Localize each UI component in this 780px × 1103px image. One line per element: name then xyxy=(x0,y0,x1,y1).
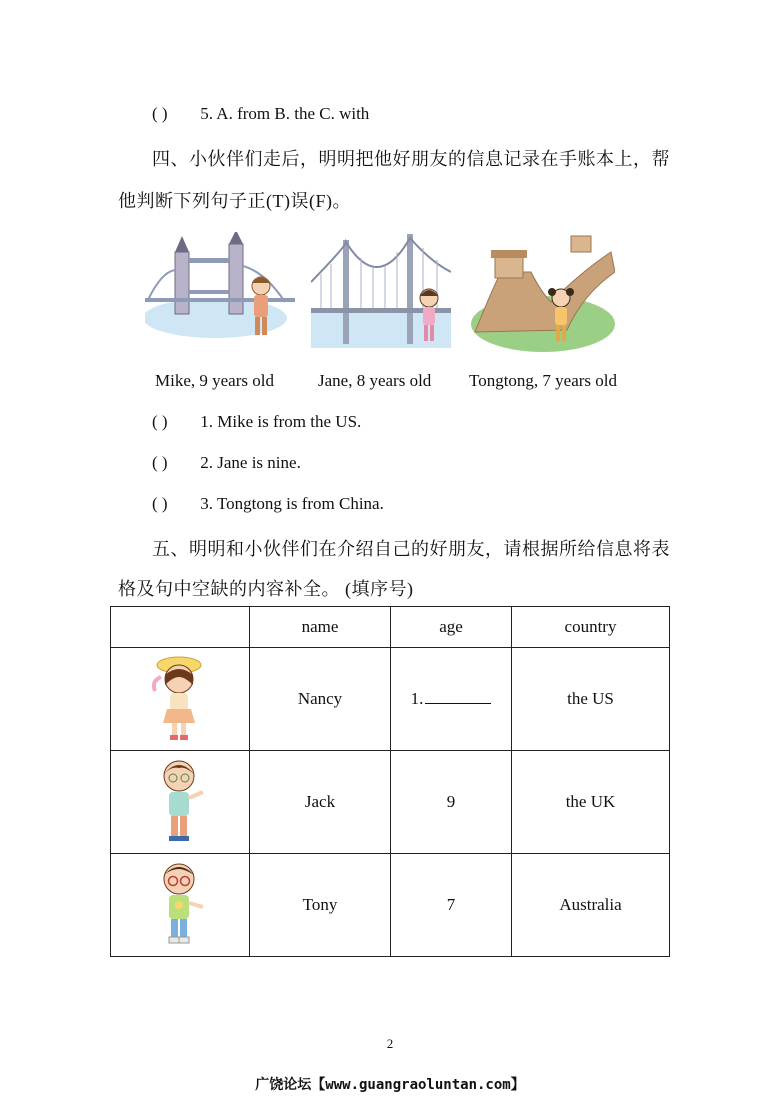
friends-table xyxy=(110,606,670,957)
answer-paren[interactable]: ( ) xyxy=(152,104,168,123)
tower-bridge-mike-image xyxy=(145,232,295,352)
name-cell: Tony xyxy=(250,854,391,957)
answer-blank[interactable] xyxy=(425,689,491,704)
header-name: name xyxy=(250,607,391,648)
tony-avatar xyxy=(145,857,215,949)
caption-tongtong: Tongtong, 7 years old xyxy=(469,371,618,390)
answer-paren[interactable]: ( ) xyxy=(152,412,168,431)
picture-cell xyxy=(111,751,250,854)
answer-paren[interactable]: ( ) xyxy=(152,453,168,472)
table-header-row xyxy=(111,607,670,648)
s4-item-3 xyxy=(152,494,384,514)
site-footer: 广饶论坛【www.guangraoluntan.com】 xyxy=(255,1077,525,1093)
country-cell: the UK xyxy=(512,751,670,854)
golden-gate-jane-image xyxy=(311,232,451,352)
s4-item-1-text: 1. Mike is from the US. xyxy=(200,412,362,431)
caption-mike: Mike, 9 years old xyxy=(155,371,274,390)
picture-cell xyxy=(111,854,250,957)
great-wall-tongtong-image xyxy=(471,232,615,352)
country-cell: the US xyxy=(512,648,670,751)
section4-instruction-line2: 他判断下列句子正(T)误(F)。 xyxy=(118,191,351,211)
section5-instruction-line1: 五、明明和小伙伴们在介绍自己的好朋友，请根据所给信息将表 xyxy=(152,539,670,559)
caption-jane: Jane, 8 years old xyxy=(318,371,432,390)
picture-cell xyxy=(111,648,250,751)
age-cell[interactable] xyxy=(391,648,512,751)
s4-item-2-text: 2. Jane is nine. xyxy=(200,453,301,472)
age-cell: 7 xyxy=(391,854,512,957)
jack-avatar xyxy=(145,754,215,846)
s4-item-3-text: 3. Tongtong is from China. xyxy=(200,494,384,513)
header-age: age xyxy=(391,607,512,648)
country-cell: Australia xyxy=(512,854,670,957)
q5-text: 5. A. from B. the C. with xyxy=(200,104,370,123)
page-number: 2 xyxy=(386,1036,394,1051)
section5-instruction-line2: 格及句中空缺的内容补全。 (填序号) xyxy=(118,579,414,599)
q5-line xyxy=(152,104,369,124)
table-row xyxy=(111,854,670,957)
table-row xyxy=(111,648,670,751)
name-cell: Jack xyxy=(250,751,391,854)
section4-pictures xyxy=(145,232,615,354)
name-cell: Nancy xyxy=(250,648,391,751)
table-row xyxy=(111,751,670,854)
s4-item-1 xyxy=(152,412,361,432)
nancy-avatar xyxy=(145,651,215,743)
s4-item-2 xyxy=(152,453,301,473)
section4-instruction-line1: 四、小伙伴们走后，明明把他好朋友的信息记录在手账本上，帮 xyxy=(152,149,670,169)
header-picture xyxy=(111,607,250,648)
blank-number: 1. xyxy=(410,689,424,708)
age-cell: 9 xyxy=(391,751,512,854)
answer-paren[interactable]: ( ) xyxy=(152,494,168,513)
header-country: country xyxy=(512,607,670,648)
